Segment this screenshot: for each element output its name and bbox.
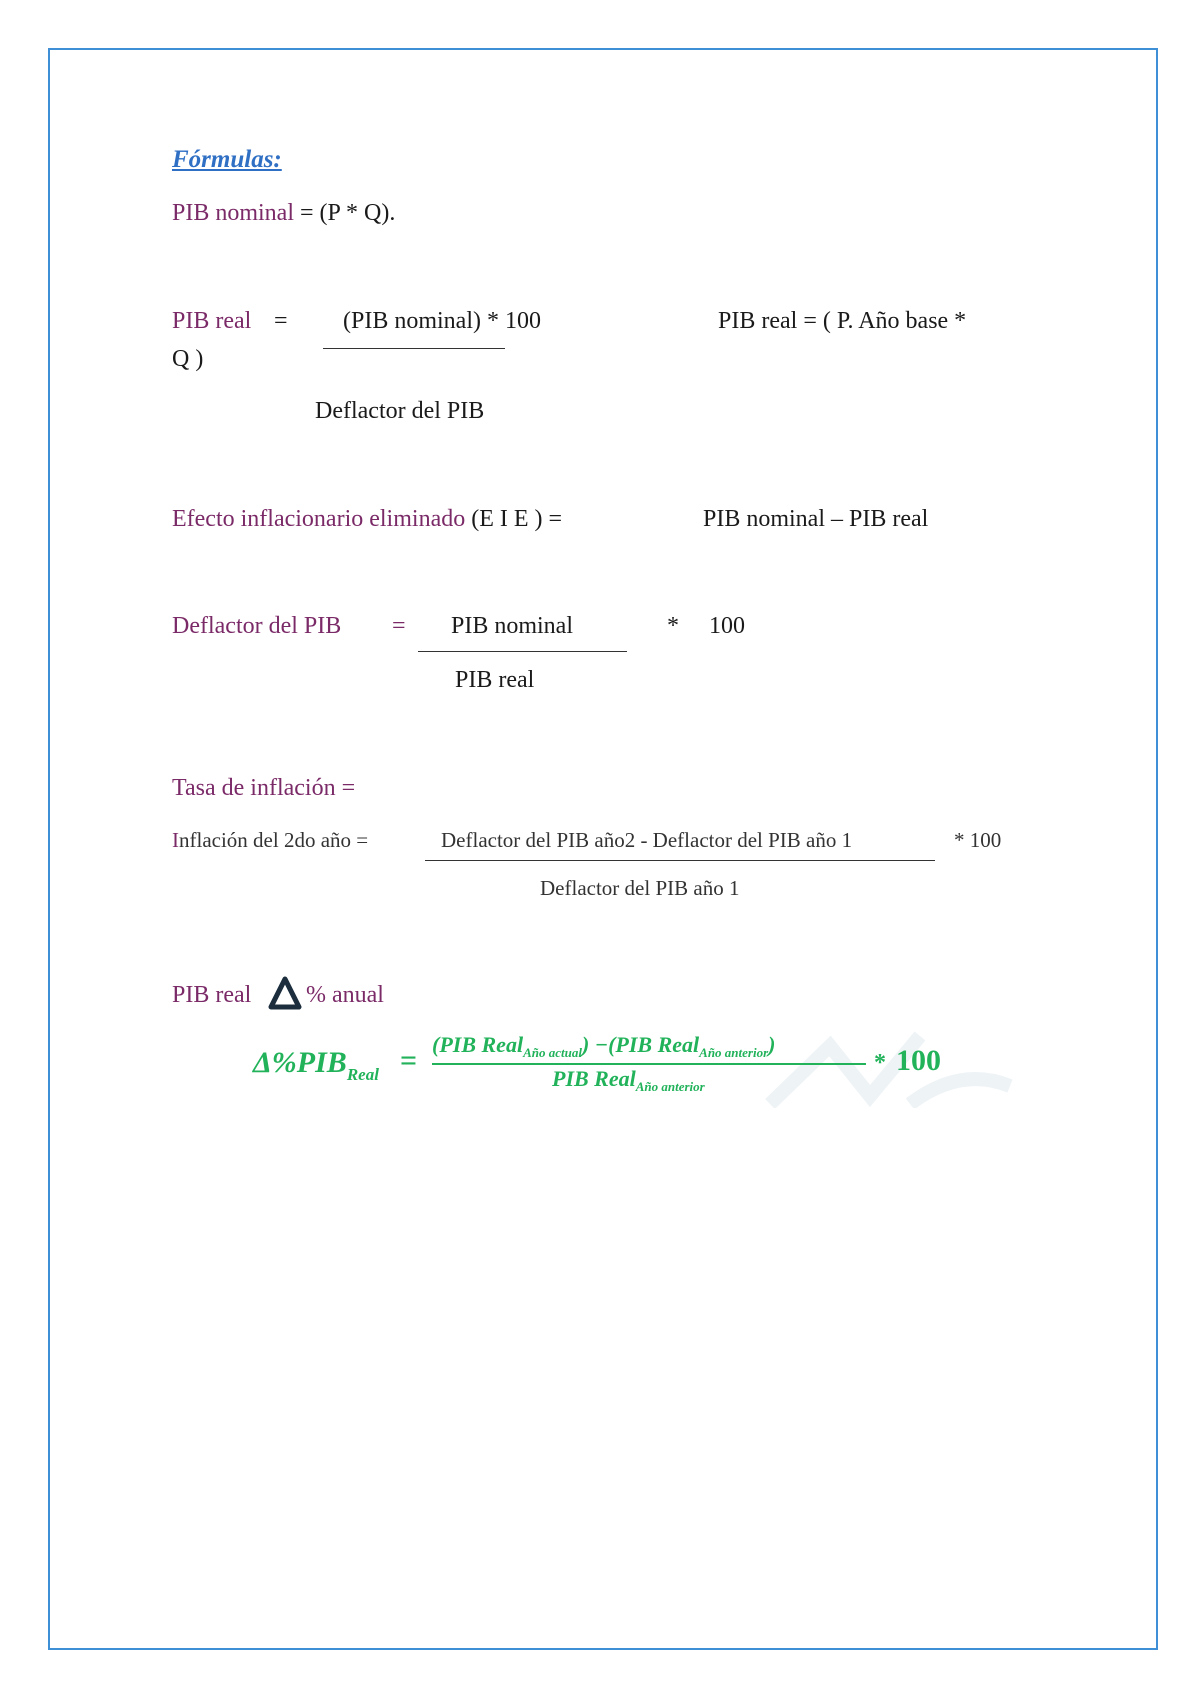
tasa-inflacion-fraction-bar [425, 860, 935, 861]
formula-num-sub1: Año actual [523, 1045, 582, 1060]
delta-triangle-icon [268, 976, 302, 1010]
tasa-inflacion-numerator: Deflactor del PIB año2 - Deflactor del PIB año 1 [441, 828, 853, 852]
formula-num-open: (PIB Real [432, 1032, 524, 1057]
tasa-inflacion-lhs: Inflación del 2do año = [172, 828, 369, 852]
formula-den-main: PIB Real [552, 1066, 636, 1091]
eie-abbr: (E I E ) = [471, 506, 563, 532]
eie-label: Efecto inflacionario eliminado [172, 506, 466, 532]
deflactor-factor: 100 [709, 613, 745, 639]
pib-real-fraction-bar [323, 348, 505, 349]
formula-den-sub: Año anterior [635, 1079, 705, 1094]
pib-nominal-line [172, 200, 395, 227]
formula-equals: = [400, 1044, 418, 1077]
pib-real-anual-label-before: PIB real [172, 982, 252, 1008]
pib-real-alt-formula-cont: Q ) [172, 346, 204, 372]
eie-formula: PIB nominal – PIB real [703, 506, 929, 532]
formula-times: * [874, 1050, 886, 1076]
heading: Fórmulas: [172, 146, 282, 173]
formula-lhs-sub: Real [346, 1065, 379, 1084]
formula-num-close: ) [768, 1032, 776, 1057]
formula-num-mid: ) −(PIB Real [581, 1032, 700, 1057]
formula-numerator [432, 1032, 775, 1061]
pib-real-numerator: (PIB nominal) * 100 [343, 308, 541, 334]
formula-lhs [253, 1046, 379, 1085]
tasa-inflacion-label: Tasa de inflación = [172, 775, 356, 801]
formula-factor: 100 [896, 1044, 941, 1077]
formula-num-sub2: Año anterior [699, 1045, 769, 1060]
pib-real-alt-formula: PIB real = ( P. Año base * [718, 308, 967, 334]
deflactor-numerator: PIB nominal [451, 613, 574, 639]
watermark-graphic [760, 1026, 1020, 1108]
pib-nominal-formula: = (P * Q). [294, 200, 396, 226]
tasa-inflacion-lhs-text: nflación del 2do año = [179, 828, 369, 852]
pib-real-label: PIB real [172, 308, 252, 334]
deflactor-fraction-bar [418, 651, 627, 652]
pib-real-anual-label-after: % anual [306, 982, 384, 1008]
eie-line [172, 506, 562, 533]
pib-real-equals: = [274, 308, 288, 334]
pib-nominal-label: PIB nominal [172, 200, 295, 226]
formula-denominator [552, 1066, 705, 1095]
formula-lhs-main: Δ%PIB [253, 1046, 347, 1079]
pib-real-denominator: Deflactor del PIB [315, 398, 485, 424]
deflactor-label: Deflactor del PIB [172, 613, 342, 639]
deflactor-times: * [667, 613, 679, 639]
deflactor-equals: = [392, 613, 406, 639]
deflactor-denominator: PIB real [455, 667, 535, 693]
tasa-inflacion-factor: * 100 [954, 828, 1002, 852]
tasa-inflacion-denominator: Deflactor del PIB año 1 [540, 876, 740, 900]
formula-fraction-bar [432, 1063, 866, 1065]
